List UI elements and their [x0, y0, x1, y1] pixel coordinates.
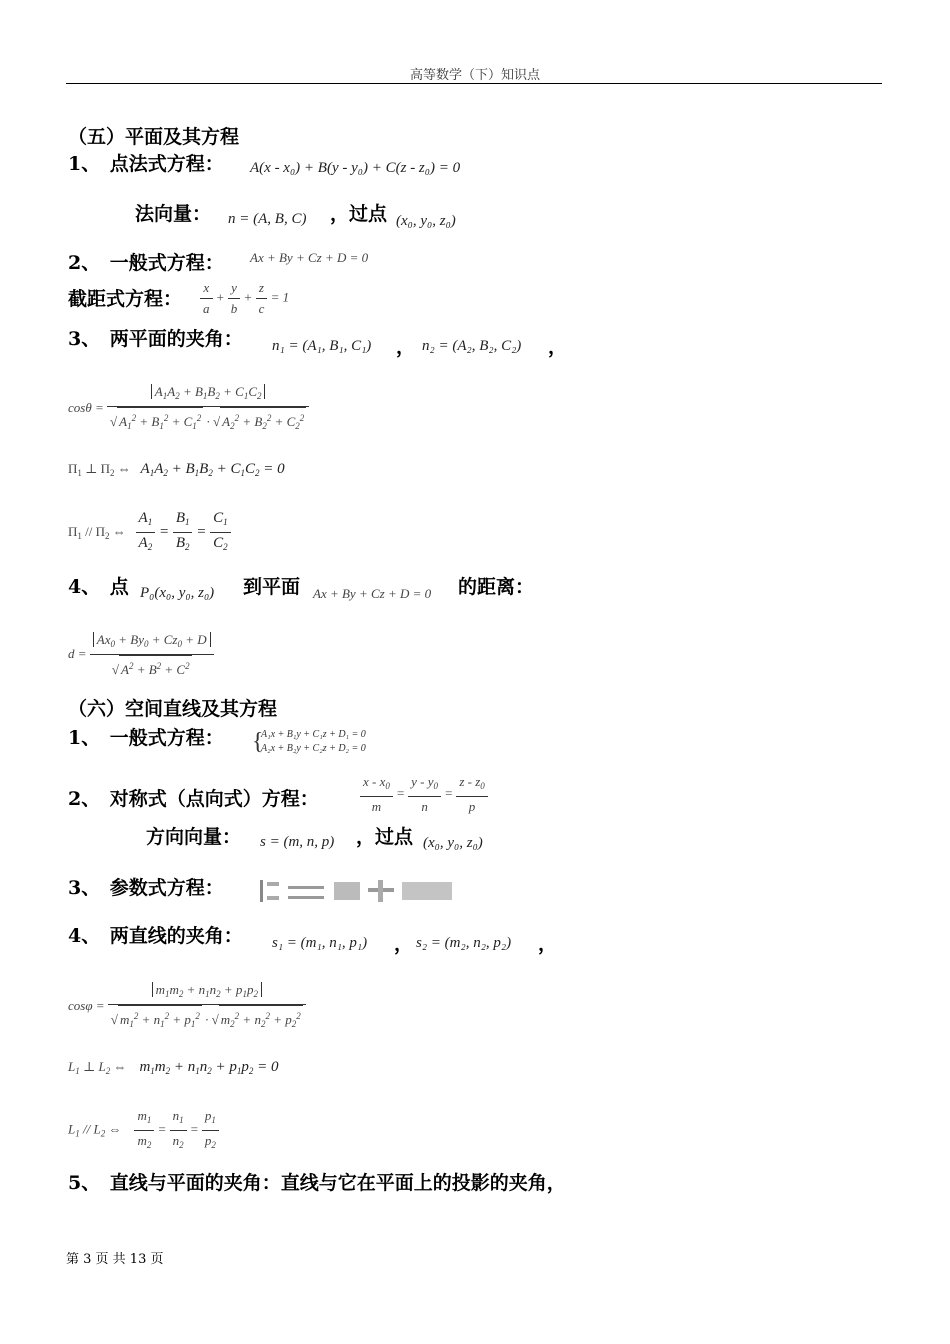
line-general-eq2: A₂x + B₂y + C₂z + D₂ = 0 — [261, 743, 366, 754]
through-point-coords: (x₀, y₀, z₀) — [396, 213, 456, 229]
direction-vector-formula: s = (m, n, p) — [260, 834, 335, 850]
direction-s2: s₂ = (m₂, n₂, p₂) — [416, 935, 512, 951]
s5-item1-label: 1、 点法式方程： — [68, 153, 224, 175]
line-parallel-formula: $L_1 // L_2$ ⇔ $\frac{m_1}{m_2}$ = $\frac{n_1}{n_2}$ = $\frac{p_1}{p_2}$ — [68, 1106, 219, 1155]
point-normal-formula — [250, 160, 460, 177]
general-plane-formula: Ax + By + Cz + D = 0 — [250, 250, 369, 265]
through-point-label: ，过点 — [330, 203, 388, 225]
normal-n2: n₂ = (A₂, B₂, C₂) — [422, 338, 522, 354]
s5-item2-label: 2、 一般式方程： — [68, 252, 224, 274]
parametric-equation-image — [258, 876, 464, 910]
line-general-eq1: A₁x + B₁y + C₁z + D₁ = 0 — [261, 729, 366, 740]
point-p0: P₀(x₀, y₀, z₀) — [140, 585, 215, 601]
intercept-formula: $\frac{x}{a}$ + $\frac{y}{b}$ + $\frac{z}{c}$ = 1 — [200, 278, 289, 319]
direction-s1: s₁ = (m₁, n₁, p₁) — [272, 935, 368, 951]
plane-parallel-formula: $\Pi_1 // \Pi_2$ ⇔ $\frac{A_1}{A_2}$ = $\frac{B_1}{B_2}$ = $\frac{C_1}{C_2}$ — [68, 508, 231, 557]
s6-item3-label: 3、 参数式方程： — [68, 877, 224, 899]
page-footer: 第 3 页 共 13 页 — [66, 1252, 164, 1267]
s5-item4-label-a: 4、 点 — [68, 576, 129, 598]
parametric-equation-graphic — [258, 876, 464, 906]
distance-formula: d = $\frac{Ax_0 + By_0 + Cz_0 + D}{√ A^2 + B^2 + C^2}$ — [68, 630, 214, 680]
section5-title: （五）平面及其方程 — [68, 126, 240, 148]
s6-item5-label: 5、 直线与平面的夹角：直线与它在平面上的投影的夹角， — [68, 1172, 566, 1194]
header-rule — [66, 83, 882, 84]
symmetric-formula: $\frac{x - x_0}{m}$ = $\frac{y - y_0}{n}$ = $\frac{z - z_0}{p}$ — [360, 772, 488, 817]
normal-n1: n₁ = (A₁, B₁, C₁) — [272, 338, 372, 354]
distance-plane-formula: Ax + By + Cz + D = 0 — [313, 586, 432, 601]
s5-item3-label: 3、 两平面的夹角： — [68, 328, 243, 350]
s6-item1-label: 1、 一般式方程： — [68, 727, 224, 749]
brace-icon: { — [252, 729, 264, 755]
line-perpendicular-formula: $L_1$ ⊥ $L_2$ ⇔ $m_1m_2 + n_1n_2 + p_1p_2 = 0$ — [68, 1059, 279, 1076]
s5-item4-label-b: 到平面 — [243, 576, 301, 598]
normal-vector-formula: n = (A, B, C) — [228, 211, 307, 227]
normal-vector-label: 法向量： — [135, 203, 212, 225]
direction-vector-label: 方向向量： — [146, 826, 242, 848]
plane-perpendicular-formula: $\Pi_1$ ⊥ $\Pi_2$ ⇔ $A_1A_2 + B_1B_2 + C_1C_2 = 0$ — [68, 461, 285, 478]
sep-comma-2: ， — [548, 336, 568, 358]
s6-item4-label: 4、 两直线的夹角： — [68, 925, 243, 947]
page-header-title: 高等数学（下）知识点 — [409, 68, 540, 83]
sep-comma-4: ， — [538, 933, 558, 955]
section6-title: （六）空间直线及其方程 — [68, 698, 278, 720]
s6-item2-label: 2、 对称式（点向式）方程： — [68, 788, 319, 810]
line-general-system — [252, 728, 366, 756]
line-through-label: ，过点 — [356, 826, 414, 848]
line-angle-cos-formula: cosφ = $\frac{m_1m_2 + n_1n_2 + p_1p_2}{√ m_1^2 + n_1^2 + p_1^2 \cdot √ m_2^2 + n_2^2 + p_2^2}$ — [68, 980, 306, 1034]
sep-comma-3: ， — [394, 933, 414, 955]
line-through-point: (x₀, y₀, z₀) — [423, 835, 483, 851]
point-normal-formula-text: A(x - x₀) + B(y - y₀) + C(z - z₀) = 0 — [250, 160, 461, 176]
intercept-label: 截距式方程： — [68, 288, 183, 310]
plane-angle-cos-formula: cosθ = $\frac{A_1A_2 + B_1B_2 + C_1C_2}{√ A_1^2 + B_1^2 + C_1^2 \cdot √ A_2^2 + B_2^2 + C_2^2}$ — [68, 382, 309, 436]
sep-comma-1: ， — [396, 336, 416, 358]
s5-item4-label-c: 的距离： — [458, 576, 535, 598]
